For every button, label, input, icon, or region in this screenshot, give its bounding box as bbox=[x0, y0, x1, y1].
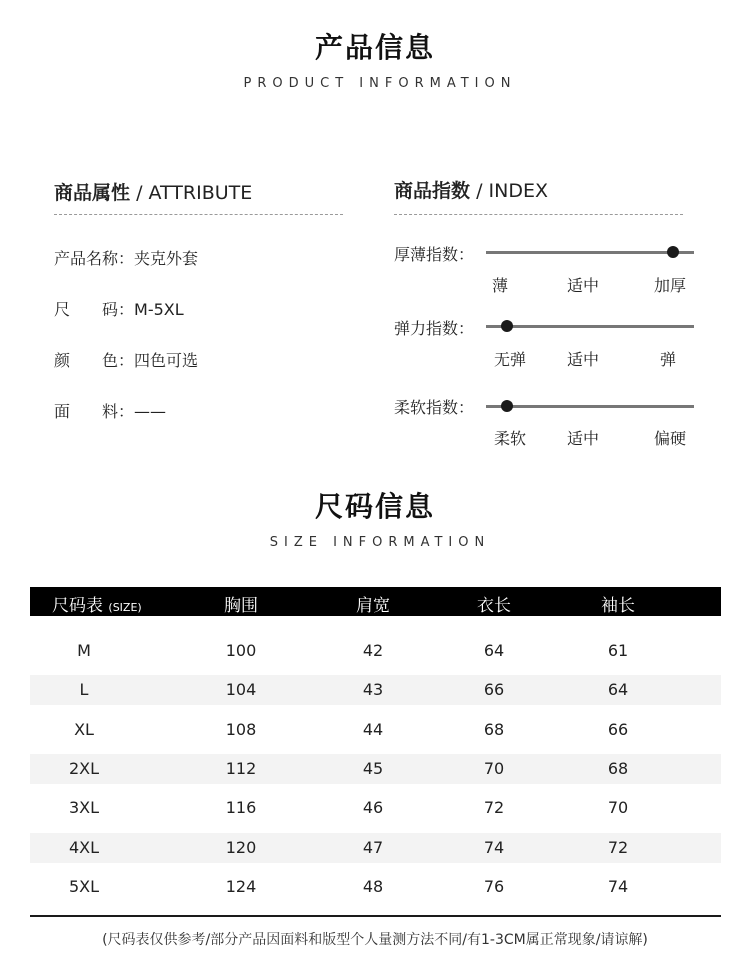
attribute-row bbox=[54, 297, 184, 320]
size-table-header-size bbox=[52, 591, 142, 616]
size-label-cell: 4XL bbox=[68, 838, 100, 857]
attribute-heading bbox=[54, 178, 252, 205]
attribute-value: —— bbox=[134, 402, 167, 421]
size-info-subtitle: SIZE INFORMATION bbox=[269, 535, 491, 550]
size-value-cell: 68 bbox=[607, 759, 629, 778]
size-value-cell: 74 bbox=[607, 877, 629, 896]
index-tick: 柔软 bbox=[493, 429, 526, 448]
index-tick: 薄 bbox=[491, 276, 508, 295]
attribute-key: 产品名称： bbox=[54, 249, 135, 268]
attribute-value: M-5XL bbox=[134, 300, 184, 319]
index-level-knob bbox=[501, 320, 513, 332]
attribute-key: 颜 色： bbox=[54, 351, 135, 370]
size-value-cell: 108 bbox=[225, 720, 257, 739]
index-tick: 适中 bbox=[566, 276, 599, 295]
size-value-cell: 64 bbox=[607, 680, 629, 699]
size-value-cell: 72 bbox=[607, 838, 629, 857]
attribute-divider bbox=[54, 214, 343, 215]
size-label-cell: L bbox=[79, 680, 89, 699]
size-label-cell: 2XL bbox=[68, 759, 100, 778]
size-info-title: 尺码信息 bbox=[314, 490, 435, 523]
size-header-label-en: (SIZE) bbox=[108, 601, 142, 614]
size-table-header-cell: 肩宽 bbox=[356, 596, 390, 616]
size-value-cell: 68 bbox=[483, 720, 505, 739]
attribute-heading-cn: 商品属性 bbox=[54, 182, 131, 204]
size-value-cell: 66 bbox=[483, 680, 505, 699]
index-label-thickness: 厚薄指数： bbox=[394, 245, 475, 264]
index-heading-en: / INDEX bbox=[476, 180, 548, 202]
size-value-cell: 70 bbox=[483, 759, 505, 778]
size-value-cell: 66 bbox=[607, 720, 629, 739]
size-value-cell: 72 bbox=[483, 798, 505, 817]
size-value-cell: 44 bbox=[362, 720, 384, 739]
size-value-cell: 45 bbox=[362, 759, 384, 778]
size-value-cell: 70 bbox=[607, 798, 629, 817]
attribute-value: 四色可选 bbox=[134, 351, 199, 370]
size-table-header-cell: 袖长 bbox=[601, 596, 635, 616]
index-tick: 无弹 bbox=[493, 350, 526, 369]
attribute-row bbox=[54, 399, 166, 422]
size-value-cell: 100 bbox=[225, 641, 257, 660]
size-value-cell: 74 bbox=[483, 838, 505, 857]
size-label-cell: M bbox=[77, 641, 91, 660]
index-divider bbox=[394, 214, 683, 215]
size-value-cell: 104 bbox=[225, 680, 257, 699]
attribute-row bbox=[54, 348, 198, 371]
product-info-title: 产品信息 bbox=[314, 31, 435, 64]
index-label-softness: 柔软指数： bbox=[394, 398, 475, 417]
product-info-subtitle: PRODUCT INFORMATION bbox=[243, 76, 517, 91]
index-level-knob bbox=[667, 246, 679, 258]
size-value-cell: 120 bbox=[225, 838, 257, 857]
size-table-header-cell: 衣长 bbox=[477, 596, 511, 616]
index-tick: 适中 bbox=[566, 350, 599, 369]
size-value-cell: 112 bbox=[225, 759, 257, 778]
size-value-cell: 47 bbox=[362, 838, 384, 857]
index-track bbox=[486, 251, 694, 254]
size-table-header-cell: 胸围 bbox=[224, 596, 258, 616]
size-value-cell: 64 bbox=[483, 641, 505, 660]
size-value-cell: 116 bbox=[225, 798, 257, 817]
index-tick: 适中 bbox=[566, 429, 599, 448]
index-tick: 偏硬 bbox=[653, 429, 686, 448]
size-value-cell: 46 bbox=[362, 798, 384, 817]
size-label-cell: XL bbox=[74, 720, 94, 739]
size-value-cell: 76 bbox=[483, 877, 505, 896]
attribute-key: 面 料： bbox=[54, 402, 135, 421]
index-heading-cn: 商品指数 bbox=[394, 180, 471, 202]
attribute-key: 尺 码： bbox=[54, 300, 135, 319]
index-label-elasticity: 弹力指数： bbox=[394, 319, 475, 338]
index-heading bbox=[394, 176, 548, 203]
index-level-knob bbox=[501, 400, 513, 412]
size-value-cell: 43 bbox=[362, 680, 384, 699]
attribute-row bbox=[54, 246, 198, 269]
size-value-cell: 124 bbox=[225, 877, 257, 896]
index-track bbox=[486, 325, 694, 328]
size-value-cell: 48 bbox=[362, 877, 384, 896]
attribute-value: 夹克外套 bbox=[134, 249, 199, 268]
size-header-label: 尺码表 bbox=[52, 596, 103, 616]
size-value-cell: 61 bbox=[607, 641, 629, 660]
index-tick: 弹 bbox=[659, 350, 676, 369]
footnote: (尺码表仅供参考/部分产品因面料和版型个人量测方法不同/有1-3CM属正常现象/请谅解) bbox=[102, 932, 648, 948]
index-tick: 加厚 bbox=[653, 276, 686, 295]
size-label-cell: 3XL bbox=[68, 798, 100, 817]
size-label-cell: 5XL bbox=[68, 877, 100, 896]
table-bottom-rule bbox=[30, 915, 721, 917]
size-value-cell: 42 bbox=[362, 641, 384, 660]
attribute-heading-en: / ATTRIBUTE bbox=[136, 182, 253, 204]
index-track bbox=[486, 405, 694, 408]
